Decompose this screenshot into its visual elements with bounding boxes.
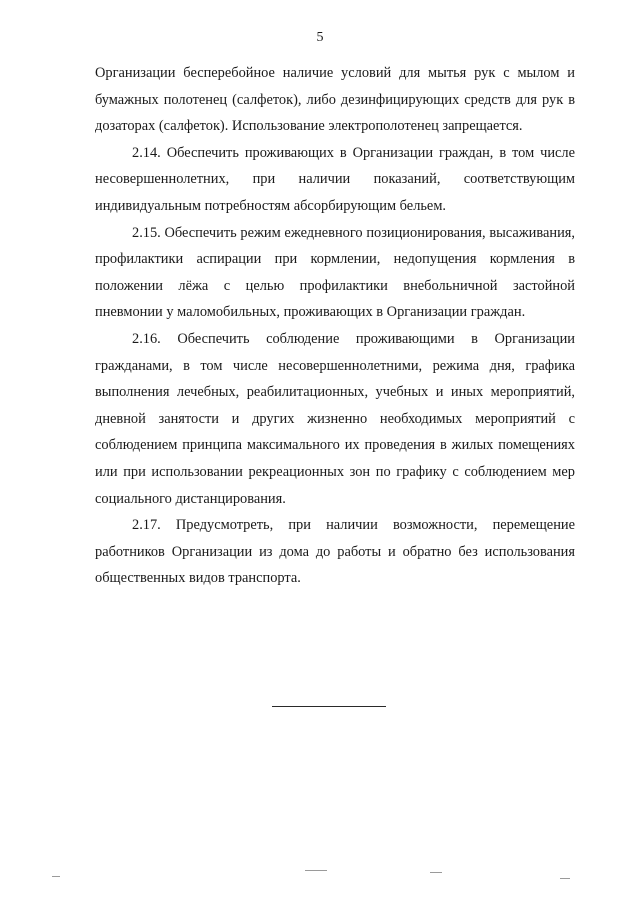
scan-speck <box>430 872 442 873</box>
page-number: 5 <box>316 30 324 45</box>
scan-speck <box>305 870 327 871</box>
document-body <box>95 60 575 592</box>
paragraph-continuation: Организации бесперебойное наличие условий для мытья рук с мылом и бумажных полотенец (салфеток), либо дезинфицирующих средств для рук в дозаторах (салфеток). Использование электрополотенец запрещается. <box>95 65 575 135</box>
scan-speck <box>52 876 60 877</box>
paragraph-2-15: 2.15. Обеспечить режим ежедневного позиционирования, высаживания, профилактики аспирации при кормлении, недопущения кормления в положении лёжа с целью профилактики внебольничной застойной пневмонии у маломобильных, проживающих в Организации граждан. <box>95 224 575 321</box>
paragraph-2-16: 2.16. Обеспечить соблюдение проживающими в Организации гражданами, в том числе несовершеннолетними, режима дня, графика выполнения лечебных, реабилитационных, учебных и иных мероприятий, дневной занятости и других жизненно необходимых мероприятий с соблюдением принципа максимального их проведения в жилых помещениях или при использовании рекреационных зон по графику с соблюдением мер социального дистанцирования. <box>95 330 575 507</box>
closing-separator-line <box>272 706 386 707</box>
paragraph-2-14: 2.14. Обеспечить проживающих в Организации граждан, в том числе несовершеннолетних, при наличии показаний, соответствующим индивидуальным потребностям абсорбирующим бельем. <box>95 144 575 214</box>
scan-speck <box>560 878 570 879</box>
paragraph-2-17: 2.17. Предусмотреть, при наличии возможности, перемещение работников Организации из дома до работы и обратно без использования общественных видов транспорта. <box>95 517 575 587</box>
